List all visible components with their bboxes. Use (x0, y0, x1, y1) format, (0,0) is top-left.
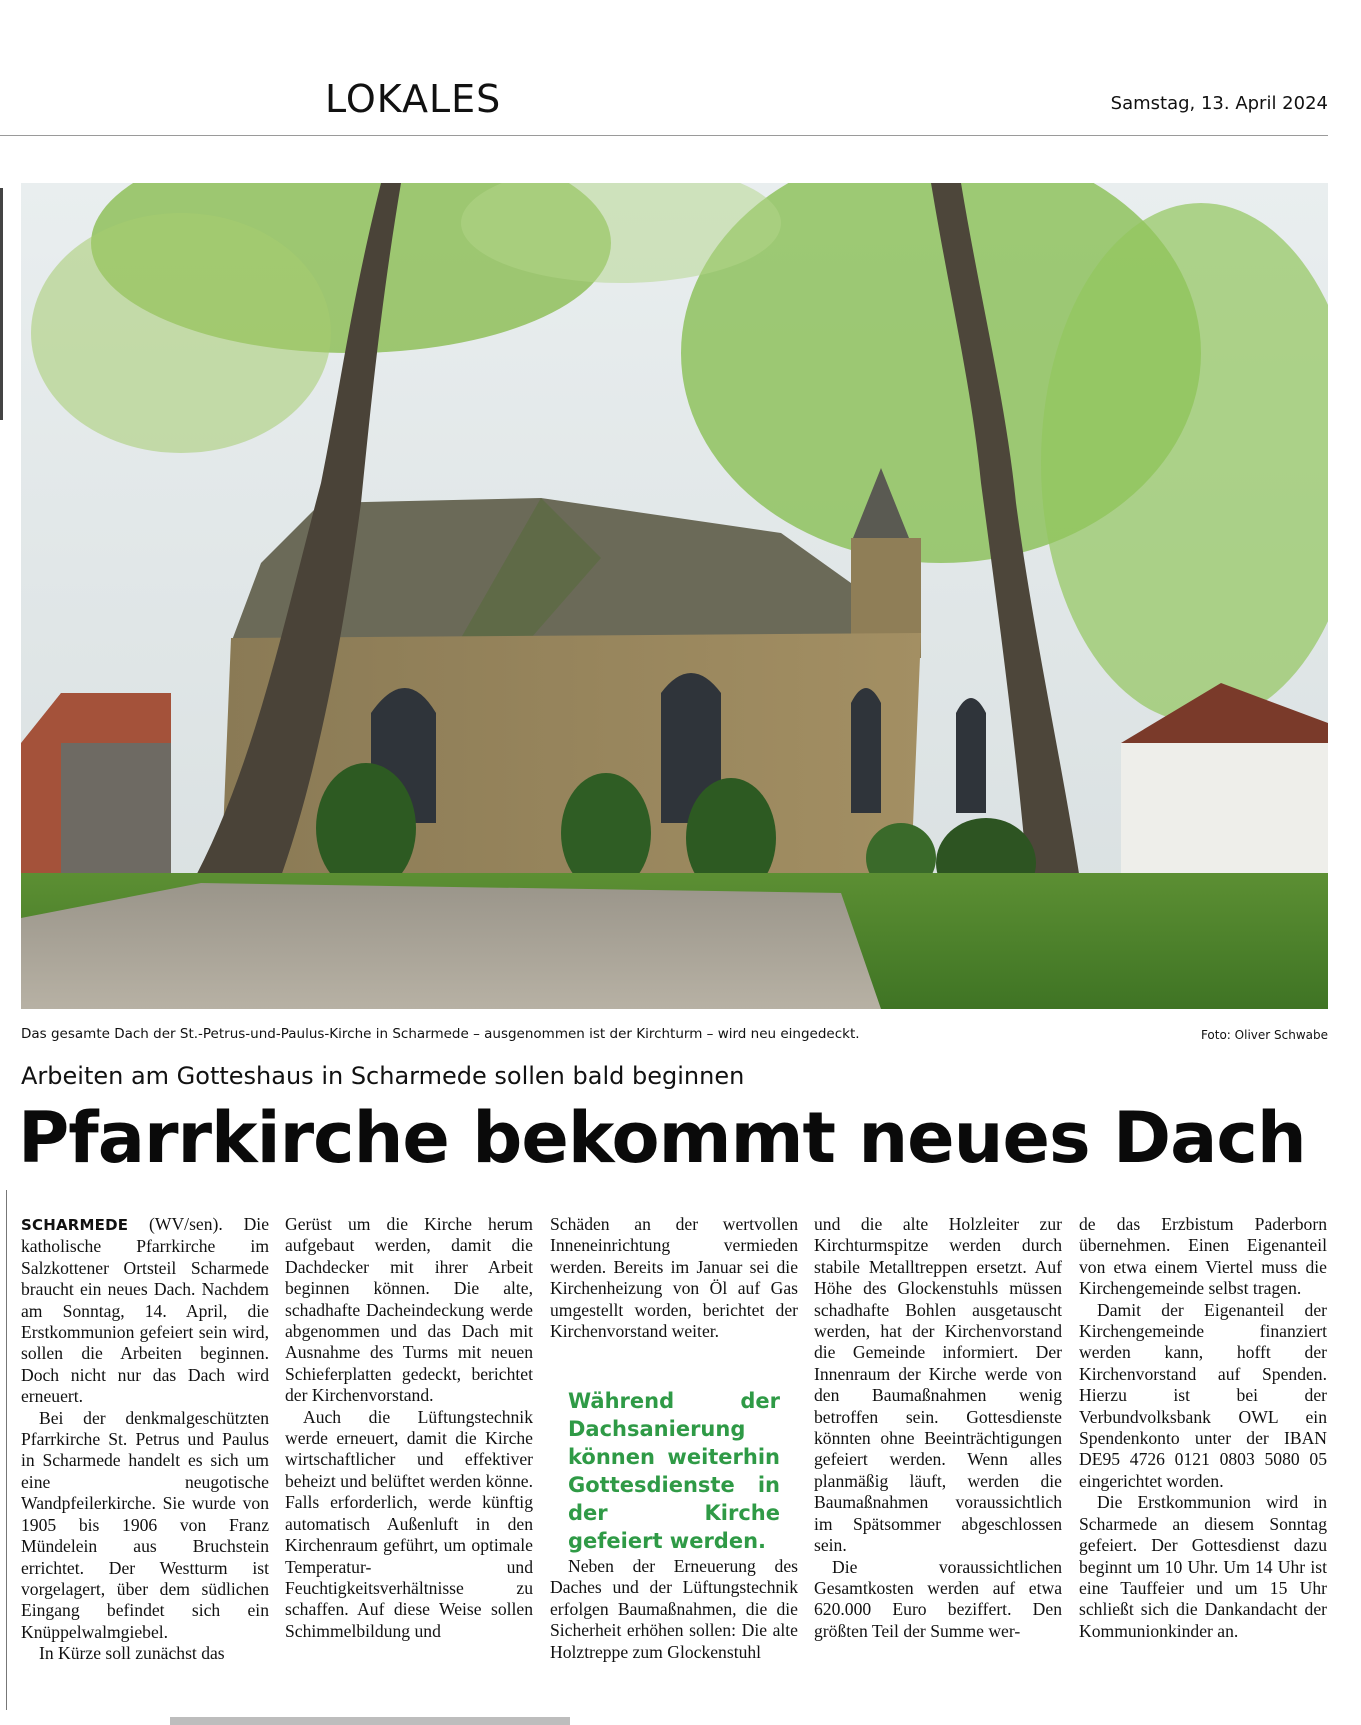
paragraph: Bei der denkmalgeschützten Pfarrkirche St. Petrus und Paulus in Scharmede handelt es sich um eine neugotische Wandpfeilerkirche. Sie wurde von 1905 bis 1906 von Franz Mündelein aus Bruchstein errichtet. Der Westturm ist vorgelagert, über dem südlichen Eingang befindet sich ein Knüppelwalmgiebel. (21, 1407, 269, 1642)
paragraph: In Kürze soll zunächst das (39, 1643, 225, 1664)
paragraph: Gerüst um die Kirche herum aufgebaut werden, damit die Dachdecker mit ihrer Arbeit beginnen können. Die alte, schadhafte Dacheindeckung werde abgenommen und das Dach mit Ausnahme des Turms mit neuen Schieferplatten gedeckt, berichtet der Kirchenvorstand. (285, 1214, 533, 1406)
article-column-2 (285, 1214, 533, 1642)
article-column-4 (814, 1214, 1062, 1642)
header-divider (0, 135, 1328, 136)
article-column-5 (1079, 1214, 1327, 1642)
paragraph: Auch die Lüftungstechnik werde erneuert, damit die Kirche wirtschaftlicher und effektiver beheizt und belüftet werden könne. Falls erforderlich, werde künftig automatisch Außenluft in den Kirchenraum geführt, um optimale Temperatur- und Feuchtigkeitsverhältnisse zu schaffen. Auf diese Weise sollen Schimmelbildung und (285, 1406, 533, 1641)
paragraph: Die Erstkommunion wird in Scharmede an diesem Sonntag gefeiert. Der Gottesdienst dazu beginnt um 10 Uhr. Um 14 Uhr ist eine Tauffeier und um 15 Uhr schließt sich die Dankandacht der Kommunionkinder an. (1079, 1492, 1327, 1641)
paragraph: Damit der Eigenanteil der Kirchengemeinde finanziert werden kann, hofft der Kirchenvorstand auf Spenden. Hierzu ist bei der Verbundvolksbank OWL ein Spendenkonto unter der IBAN DE95 4726 0121 0803 5080 05 eingerichtet worden. (1079, 1299, 1327, 1491)
margin-line (0, 188, 3, 420)
next-article-edge (170, 1717, 570, 1725)
paragraph: Schäden an der wertvollen Inneneinrichtung vermieden werden. Bereits im Januar sei die Kirchenheizung von Öl auf Gas umgestellt worden, berichtet der Kirchenvorstand weiter. (550, 1214, 798, 1342)
church-photo (21, 183, 1328, 1009)
section-label: LOKALES (325, 77, 502, 121)
issue-date: Samstag, 13. April 2024 (1110, 93, 1328, 114)
article-column-3 (550, 1214, 798, 1342)
column-rule (6, 1190, 7, 1710)
article-kicker: Arbeiten am Gotteshaus in Scharmede sollen bald beginnen (21, 1062, 745, 1090)
article-column-3-continued (550, 1556, 798, 1663)
photo-caption: Das gesamte Dach der St.-Petrus-und-Paulus-Kirche in Scharmede – ausgenommen ist der Kirchturm – wird neu eingedeckt. (21, 1026, 860, 1042)
article-column-1 (21, 1214, 269, 1665)
paragraph: de das Erzbistum Paderborn übernehmen. Einen Eigenanteil von etwa einem Viertel muss die Kirchengemeinde selbst tragen. (1079, 1214, 1327, 1299)
paragraph: und die alte Holzleiter zur Kirchturmspitze werden durch stabile Metalltreppen ersetzt. Auf Höhe des Glockenstuhls müssen schadhafte Bohlen ausgetauscht werden, hat der Kirchenvorstand die Gemeinde informiert. Der Innenraum der Kirche werde von den Baumaßnahmen wenig betroffen sein. Gottesdienste könnten ohne Beeinträchtigungen gefeiert werden. Wenn alles planmäßig läuft, werden die Baumaßnahmen voraussichtlich im Spätsommer abgeschlossen sein. (814, 1214, 1062, 1556)
pull-quote: Während der Dachsanierung können weiterhin Gottesdienste in der Kirche gefeiert werden. (568, 1389, 780, 1553)
article-headline: Pfarrkirche bekommt neues Dach (18, 1097, 1306, 1179)
paragraph: Neben der Erneuerung des Daches und der Lüftungstechnik erfolgen Baumaßnahmen, die die Sicherheit erhöhen sollen: Die alte Holztreppe zum Glockenstuhl (550, 1556, 798, 1662)
paragraph: (WV/sen). Die katholische Pfarrkirche im Salzkottener Ortsteil Scharmede braucht ein neues Dach. Nachdem am Sonntag, 14. April, die Erstkommunion gefeiert sein wird, sollen die Arbeiten beginnen. Doch nicht nur das Dach wird erneuert. (21, 1214, 269, 1407)
dateline: SCHARMEDE (21, 1216, 129, 1234)
paragraph: Die voraussichtlichen Gesamtkosten werden auf etwa 620.000 Euro beziffert. Den größten Teil der Summe wer- (814, 1556, 1062, 1641)
photo-credit: Foto: Oliver Schwabe (1200, 1028, 1328, 1042)
